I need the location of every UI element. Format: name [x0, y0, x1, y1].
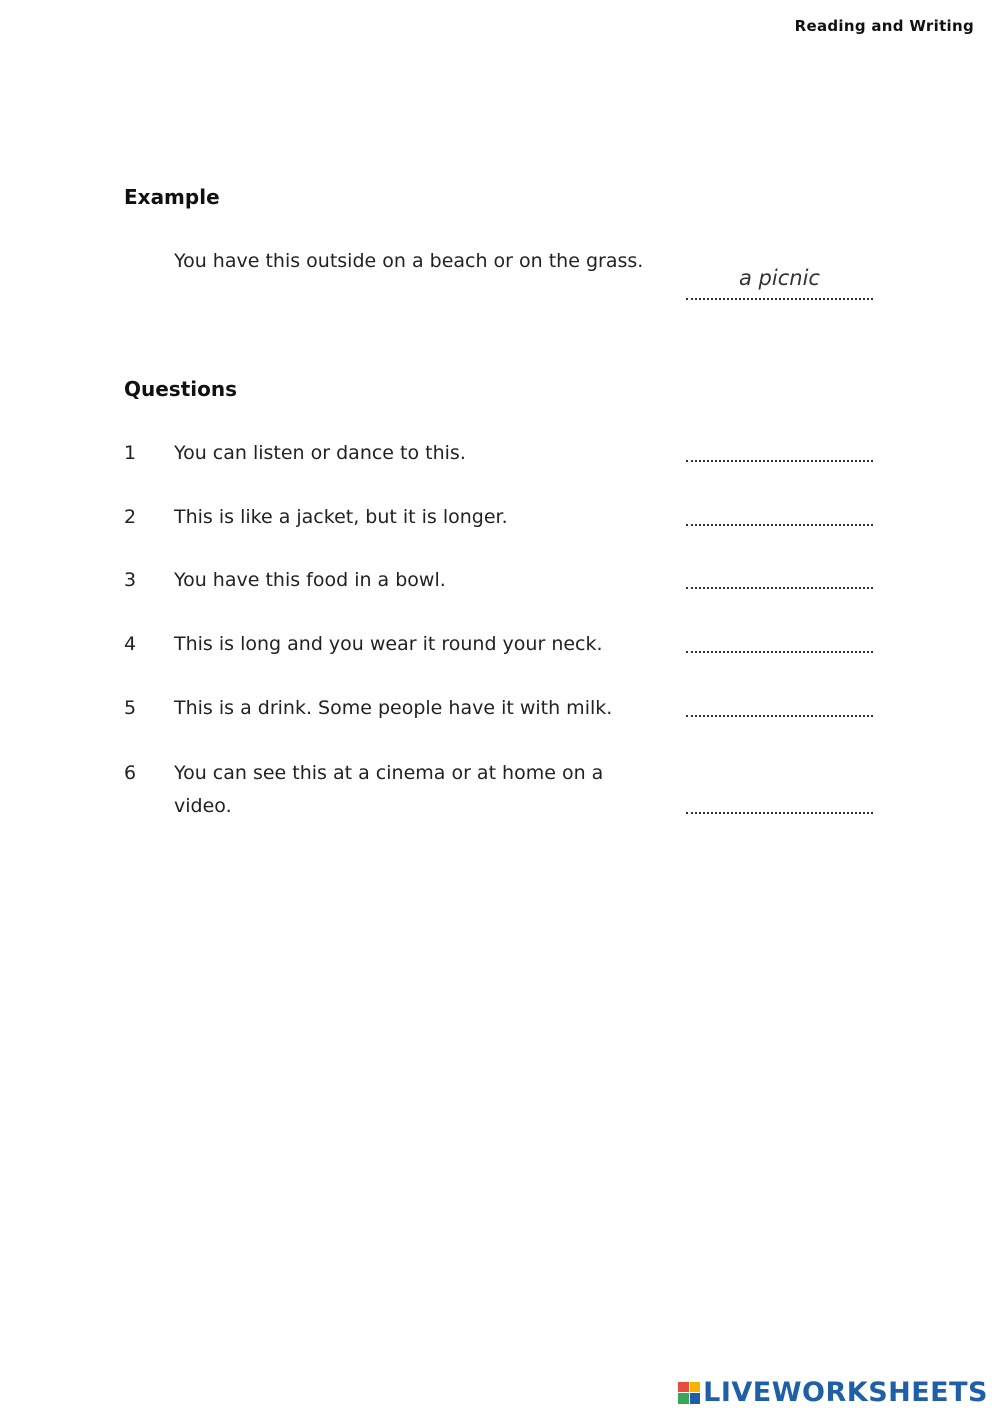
answer-field-3[interactable] — [686, 587, 873, 589]
answer-field-5[interactable] — [686, 715, 873, 717]
question-number: 4 — [124, 633, 137, 655]
question-text: This is a drink. Some people have it with milk. — [174, 697, 613, 719]
liveworksheets-logo-icon — [678, 1382, 700, 1404]
answer-field-6[interactable] — [686, 812, 873, 814]
answer-field-2[interactable] — [686, 524, 873, 526]
answer-field-1[interactable] — [686, 460, 873, 462]
logo-square — [690, 1393, 701, 1404]
logo-square — [678, 1382, 689, 1393]
question-text: You have this food in a bowl. — [174, 569, 446, 591]
question-number: 3 — [124, 569, 137, 591]
answer-field-4[interactable] — [686, 651, 873, 653]
example-text: You have this outside on a beach or on the grass. — [174, 250, 644, 272]
question-number: 1 — [124, 442, 137, 464]
example-heading: Example — [124, 185, 220, 209]
example-answer: a picnic — [739, 266, 820, 290]
question-text: This is long and you wear it round your neck. — [174, 633, 603, 655]
question-text: This is like a jacket, but it is longer. — [174, 506, 508, 528]
question-text: You can see this at a cinema or at home on a video. — [174, 762, 604, 817]
question-text: You can listen or dance to this. — [174, 442, 466, 464]
logo-square — [690, 1382, 701, 1393]
brand-name: LIVEWORKSHEETS — [703, 1377, 988, 1408]
question-number: 5 — [124, 697, 137, 719]
liveworksheets-brand — [678, 1377, 988, 1408]
questions-heading: Questions — [124, 377, 238, 401]
example-answer-line — [686, 298, 873, 300]
logo-square — [678, 1393, 689, 1404]
page-header-title: Reading and Writing — [794, 17, 974, 35]
question-number: 2 — [124, 506, 137, 528]
question-number: 6 — [124, 762, 137, 784]
